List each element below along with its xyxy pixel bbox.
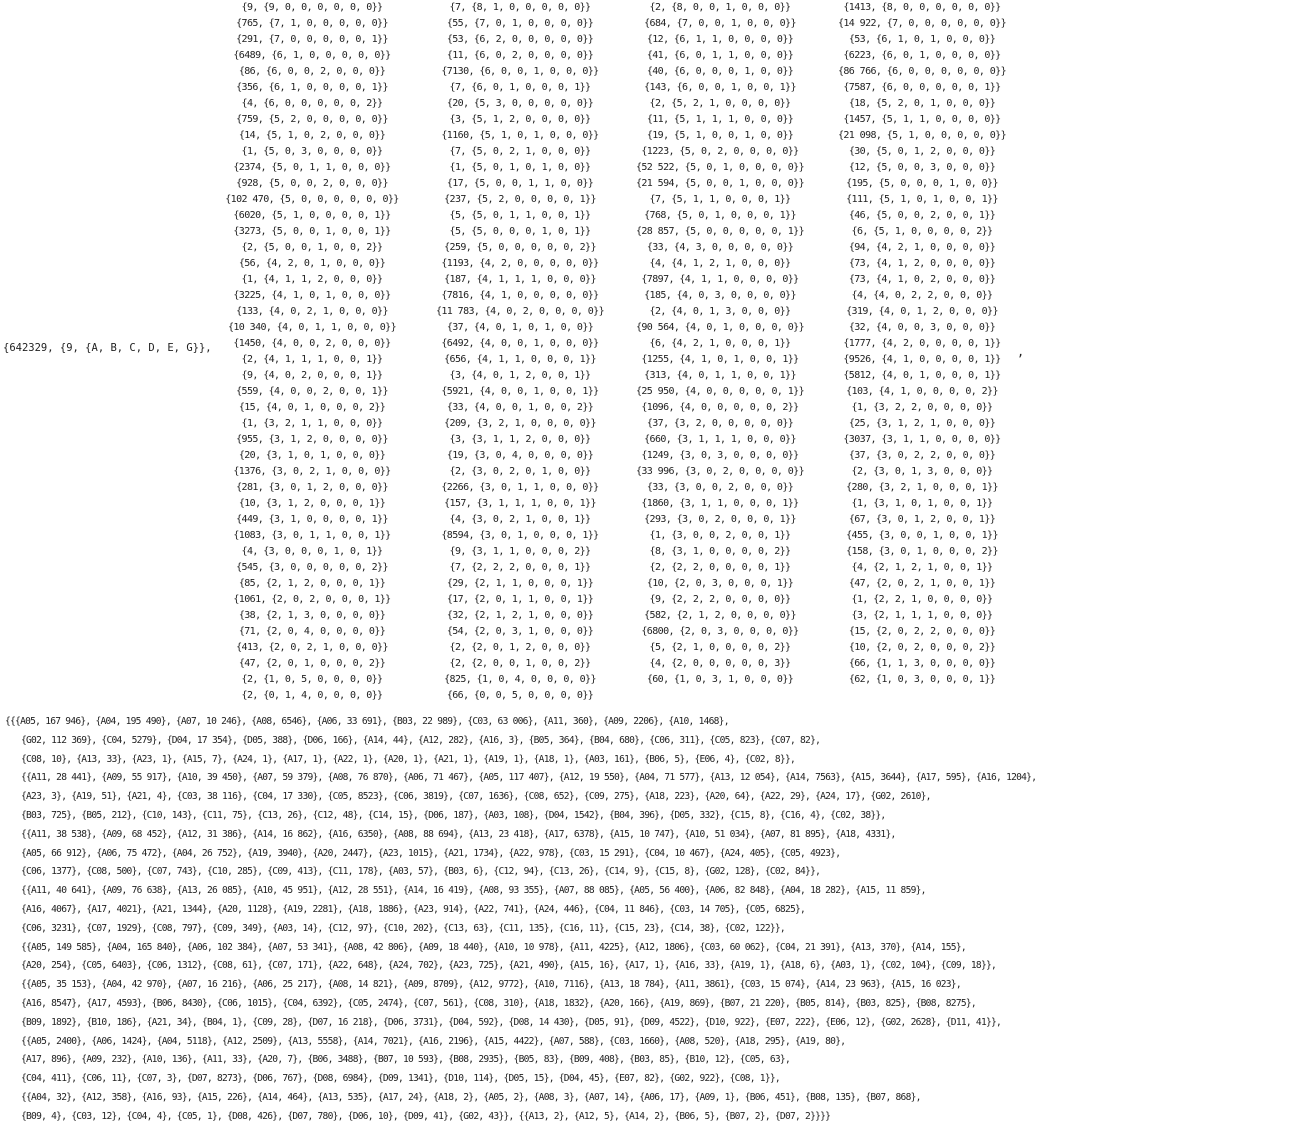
output-entry: {413, {2, 0, 2, 1, 0, 0, 0}} [236,642,388,653]
output-entry: {6223, {6, 0, 1, 0, 0, 0, 0}} [843,50,1001,61]
output-entry: {1, {3, 2, 1, 1, 0, 0, 0}} [241,418,383,429]
output-entry: {67, {3, 0, 1, 2, 0, 0, 1}} [848,514,996,525]
output-entry: {7, {5, 1, 1, 0, 0, 0, 1}} [649,194,791,205]
output-entry: {10, {2, 0, 2, 0, 0, 0, 2}} [848,642,996,653]
output-column-3 [620,0,820,688]
output-list-line: {A20, 254}, {C05, 6403}, {C06, 1312}, {C08, 61}, {C07, 171}, {A22, 648}, {A24, 702}, {A23, 725}, {A21, 490}, {A15, 16}, {A17, 1}, {A16, 33}, {A19, 1}, {A18, 6}, {A03, 1}, {C02, 104}, {C09, 18}}, [21,960,997,972]
output-entry: {11, {6, 0, 2, 0, 0, 0, 0}} [446,50,594,61]
output-entry: {52 522, {5, 0, 1, 0, 0, 0, 0}} [635,162,805,173]
output-list-line: {A17, 896}, {A09, 232}, {A10, 136}, {A11, 33}, {A20, 7}, {B06, 3488}, {B07, 10 593}, {B08, 2935}, {B05, 83}, {B09, 408}, {B03, 85}, {B10, 12}, {C05, 63}, [21,1054,790,1066]
output-entry: {3225, {4, 1, 0, 1, 0, 0, 0}} [233,290,391,301]
output-list-line: {A16, 8547}, {A17, 4593}, {B06, 8430}, {C06, 1015}, {C04, 6392}, {C05, 2474}, {C07, 561}, {C08, 310}, {A18, 1832}, {A20, 166}, {A19, 869}, {B07, 21 220}, {B05, 814}, {B03, 825}, {B08, 8275}, [21,997,976,1009]
output-entry: {10, {2, 0, 3, 0, 0, 0, 1}} [646,578,794,589]
output-entry: {19, {5, 1, 0, 0, 1, 0, 0}} [646,130,794,141]
output-entry: {15, {4, 0, 1, 0, 0, 0, 2}} [238,402,386,413]
output-entry: {1457, {5, 1, 1, 0, 0, 0, 0}} [843,114,1001,125]
output-entry: {33, {3, 0, 0, 2, 0, 0, 0}} [646,482,794,493]
output-entry: {259, {5, 0, 0, 0, 0, 0, 2}} [444,242,596,253]
output-entry: {1, {3, 0, 0, 2, 0, 0, 1}} [649,530,791,541]
output-entry: {6489, {6, 1, 0, 0, 0, 0, 0}} [233,50,391,61]
output-entry: {55, {7, 0, 1, 0, 0, 0, 0}} [446,18,594,29]
output-entry: {17, {5, 0, 0, 1, 1, 0, 0}} [446,178,594,189]
output-entry: {281, {3, 0, 1, 2, 0, 0, 0}} [236,482,388,493]
output-entry: {1, {5, 0, 3, 0, 0, 0, 0}} [241,146,383,157]
output-entry: {46, {5, 0, 0, 2, 0, 0, 1}} [848,210,996,221]
output-entry: {103, {4, 1, 0, 0, 0, 0, 2}} [846,386,998,397]
output-entry: {293, {3, 0, 2, 0, 0, 0, 1}} [644,514,796,525]
output-entry: {6492, {4, 0, 0, 1, 0, 0, 0}} [441,338,599,349]
output-list-line: {A23, 3}, {A19, 51}, {A21, 4}, {C03, 38 116}, {C04, 17 330}, {C05, 8523}, {C06, 3819}, {C07, 1636}, {C08, 652}, {C09, 275}, {A18, 223}, {A20, 64}, {A22, 29}, {A24, 17}, {G02, 2610}, [21,791,931,803]
output-entry: {2, {5, 2, 1, 0, 0, 0, 0}} [649,98,791,109]
output-entry: {102 470, {5, 0, 0, 0, 0, 0, 0}} [225,194,399,205]
output-entry: {559, {4, 0, 0, 2, 0, 0, 1}} [236,386,388,397]
output-entry: {20, {3, 1, 0, 1, 0, 0, 0}} [238,450,386,461]
output-entry: {1376, {3, 0, 2, 1, 0, 0, 0}} [233,466,391,477]
output-entry: {3, {5, 1, 2, 0, 0, 0, 0}} [449,114,591,125]
output-entry: {157, {3, 1, 1, 1, 0, 0, 1}} [444,498,596,509]
output-entry: {25, {3, 1, 2, 1, 0, 0, 0}} [848,418,996,429]
output-column-1 [212,0,412,704]
output-entry: {9, {2, 2, 2, 0, 0, 0, 0}} [649,594,791,605]
output-column-4 [822,0,1025,688]
output-entry: {12, {5, 0, 0, 3, 0, 0, 0}} [848,162,996,173]
output-entry: {1, {3, 1, 0, 1, 0, 0, 1}} [851,498,993,509]
output-entry: {684, {7, 0, 0, 1, 0, 0, 0}} [644,18,796,29]
output-list-block [5,713,1295,1127]
output-list-line: {{A11, 38 538}, {A09, 68 452}, {A12, 31 386}, {A14, 16 862}, {A16, 6350}, {A08, 88 694}, {A13, 23 418}, {A17, 6378}, {A15, 10 747}, {A10, 51 034}, {A07, 81 895}, {A18, 4331}, [21,828,896,840]
output-list-line: {G02, 112 369}, {C04, 5279}, {D04, 17 354}, {D05, 388}, {D06, 166}, {A14, 44}, {A12, 282}, {A16, 3}, {B05, 364}, {B04, 680}, {C06, 311}, {C05, 823}, {C07, 82}, [21,734,821,746]
output-entry: {66, {1, 1, 3, 0, 0, 0, 0}} [848,658,996,669]
output-entry: {111, {5, 1, 0, 1, 0, 0, 1}} [846,194,998,205]
output-entry: {2, {3, 0, 2, 0, 1, 0, 0}} [449,466,591,477]
output-entry: {94, {4, 2, 1, 0, 0, 0, 0}} [848,242,996,253]
output-entry: {56, {4, 2, 0, 1, 0, 0, 0}} [238,258,386,269]
output-list-line: {{A05, 149 585}, {A04, 165 840}, {A06, 102 384}, {A07, 53 341}, {A08, 42 806}, {A09, 18 440}, {A10, 10 978}, {A11, 4225}, {A12, 1806}, {C03, 60 062}, {C04, 21 391}, {A13, 370}, {A14, 155}, [21,941,966,953]
output-separator: , [1017,345,1025,359]
output-list-line: {B09, 1892}, {B10, 186}, {A21, 34}, {B04, 1}, {C09, 28}, {D07, 16 218}, {D06, 3731}, {D04, 592}, {D08, 14 430}, {D05, 91}, {D09, 4522}, {D10, 922}, {E07, 222}, {E06, 12}, {G02, 2628}, {D11, 41}}, [21,1016,1002,1028]
output-entry: {14 922, {7, 0, 0, 0, 0, 0, 0}} [837,18,1007,29]
output-entry: {18, {5, 2, 0, 1, 0, 0, 0}} [848,98,996,109]
output-entry: {209, {3, 2, 1, 0, 0, 0, 0}} [444,418,596,429]
output-entry: {73, {4, 1, 0, 2, 0, 0, 0}} [848,274,996,285]
output-list-line: {B03, 725}, {B05, 212}, {C10, 143}, {C11, 75}, {C13, 26}, {C12, 48}, {C14, 15}, {D06, 187}, {A03, 108}, {D04, 1542}, {B04, 396}, {D05, 332}, {C15, 8}, {C16, 4}, {C02, 38}}, [21,809,886,821]
output-entry: {28 857, {5, 0, 0, 0, 0, 0, 1}} [635,226,805,237]
output-entry: {6800, {2, 0, 3, 0, 0, 0, 0}} [641,626,799,637]
output-entry: {825, {1, 0, 4, 0, 0, 0, 0}} [444,674,596,685]
output-entry: {40, {6, 0, 0, 0, 1, 0, 0}} [646,66,794,77]
output-entry: {7, {2, 2, 2, 0, 0, 0, 1}} [449,562,591,573]
output-entry: {90 564, {4, 0, 1, 0, 0, 0, 0}} [635,322,805,333]
output-entry: {71, {2, 0, 4, 0, 0, 0, 0}} [238,626,386,637]
output-entry: {32, {2, 1, 2, 1, 0, 0, 0}} [446,610,594,621]
output-entry: {133, {4, 0, 2, 1, 0, 0, 0}} [236,306,388,317]
output-entry: {33 996, {3, 0, 2, 0, 0, 0, 0}} [635,466,805,477]
output-entry: {2, {2, 2, 0, 0, 0, 0, 1}} [649,562,791,573]
output-entry: {2, {3, 0, 1, 3, 0, 0, 0}} [851,466,993,477]
output-entry: {2, {5, 0, 0, 1, 0, 0, 2}} [241,242,383,253]
output-entry: {2266, {3, 0, 1, 1, 0, 0, 0}} [441,482,599,493]
output-entry: {8, {3, 1, 0, 0, 0, 0, 2}} [649,546,791,557]
output-entry: {7, {5, 0, 2, 1, 0, 0, 0}} [449,146,591,157]
output-entry: {2374, {5, 0, 1, 1, 0, 0, 0}} [233,162,391,173]
output-entry: {1413, {8, 0, 0, 0, 0, 0, 0}} [843,2,1001,13]
output-entry: {1, {2, 2, 1, 0, 0, 0, 0}} [851,594,993,605]
output-entry: {1223, {5, 0, 2, 0, 0, 0, 0}} [641,146,799,157]
output-entry: {3, {2, 1, 1, 1, 0, 0, 0}} [851,610,993,621]
output-entry: {313, {4, 0, 1, 1, 0, 0, 1}} [644,370,796,381]
output-entry: {195, {5, 0, 0, 0, 1, 0, 0}} [846,178,998,189]
output-entry: {66, {0, 0, 5, 0, 0, 0, 0}} [446,690,594,701]
output-entry: {62, {1, 0, 3, 0, 0, 0, 1}} [848,674,996,685]
output-entry: {7816, {4, 1, 0, 0, 0, 0, 0}} [441,290,599,301]
output-list-line: {B09, 4}, {C03, 12}, {C04, 4}, {C05, 1}, {D08, 426}, {D07, 780}, {D06, 10}, {D09, 41}, {G02, 43}}, {{A13, 2}, {A12, 5}, {A14, 2}, {B06, 5}, {B07, 2}, {D07, 2}}}} [21,1110,831,1122]
output-list-line: {{A04, 32}, {A12, 358}, {A16, 93}, {A15, 226}, {A14, 464}, {A13, 535}, {A17, 24}, {A18, 2}, {A05, 2}, {A08, 3}, {A07, 14}, {A06, 17}, {A09, 1}, {B06, 451}, {B08, 135}, {B07, 868}, [21,1091,921,1103]
output-entry: {73, {4, 1, 2, 0, 0, 0, 0}} [848,258,996,269]
output-entry: {2, {1, 0, 5, 0, 0, 0, 0}} [241,674,383,685]
output-entry: {765, {7, 1, 0, 0, 0, 0, 0}} [236,18,388,29]
output-entry: {37, {4, 0, 1, 0, 1, 0, 0}} [446,322,594,333]
output-entry: {4, {2, 1, 2, 1, 0, 0, 1}} [851,562,993,573]
output-entry: {2, {2, 0, 1, 2, 0, 0, 0}} [449,642,591,653]
output-entry: {143, {6, 0, 0, 1, 0, 0, 1}} [644,82,796,93]
output-entry: {1083, {3, 0, 1, 1, 0, 0, 1}} [233,530,391,541]
output-entry: {1096, {4, 0, 0, 0, 0, 0, 2}} [641,402,799,413]
output-entry: {37, {3, 0, 2, 2, 0, 0, 0}} [848,450,996,461]
output-entry: {86 766, {6, 0, 0, 0, 0, 0, 0}} [837,66,1007,77]
output-entry: {41, {6, 0, 1, 1, 0, 0, 0}} [646,50,794,61]
output-entry: {1255, {4, 1, 0, 1, 0, 0, 1}} [641,354,799,365]
output-entry: {1160, {5, 1, 0, 1, 0, 0, 0}} [441,130,599,141]
output-list-line: {{A05, 35 153}, {A04, 42 970}, {A07, 16 216}, {A06, 25 217}, {A08, 14 821}, {A09, 8709}, {A12, 9772}, {A10, 7116}, {A13, 18 784}, {A11, 3861}, {C03, 15 074}, {A14, 23 963}, {A15, 16 023}, [21,979,961,991]
output-entry: {32, {4, 0, 0, 3, 0, 0, 0}} [848,322,996,333]
output-entry: {656, {4, 1, 1, 0, 0, 0, 1}} [444,354,596,365]
output-entry: {660, {3, 1, 1, 1, 0, 0, 0}} [644,434,796,445]
output-entry: {3, {3, 1, 1, 2, 0, 0, 0}} [449,434,591,445]
output-entry: {1860, {3, 1, 1, 0, 0, 0, 1}} [641,498,799,509]
output-list-line: {{A11, 28 441}, {A09, 55 917}, {A10, 39 450}, {A07, 59 379}, {A08, 76 870}, {A06, 71 467}, {A05, 117 407}, {A12, 19 550}, {A04, 71 577}, {A13, 12 054}, {A14, 7563}, {A15, 3644}, {A17, 595}, {A16, 1204}, [21,772,1037,784]
output-entry: {9, {3, 1, 1, 0, 0, 0, 2}} [449,546,591,557]
output-entry: {14, {5, 1, 0, 2, 0, 0, 0}} [238,130,386,141]
output-entry: {158, {3, 0, 1, 0, 0, 0, 2}} [846,546,998,557]
output-list-line: {{{A05, 167 946}, {A04, 195 490}, {A07, 10 246}, {A08, 6546}, {A06, 33 691}, {B03, 22 989}, {C03, 63 006}, {A11, 360}, {A09, 2206}, {A10, 1468}, [5,716,729,727]
output-entry: {86, {6, 0, 0, 2, 0, 0, 0}} [238,66,386,77]
output-entry: {2, {2, 0, 0, 1, 0, 0, 2}} [449,658,591,669]
output-entry: {21 594, {5, 0, 0, 1, 0, 0, 0}} [635,178,805,189]
output-list-line: {C06, 1377}, {C08, 500}, {C07, 743}, {C10, 285}, {C09, 413}, {C11, 178}, {A03, 57}, {B03, 6}, {C12, 94}, {C13, 26}, {C14, 9}, {C15, 8}, {G02, 128}, {C02, 84}}, [21,866,821,878]
output-entry: {4, {3, 0, 0, 0, 1, 0, 1}} [241,546,383,557]
output-entry: {60, {1, 0, 3, 1, 0, 0, 0}} [646,674,794,685]
output-entry: {19, {3, 0, 4, 0, 0, 0, 0}} [446,450,594,461]
output-list-line: {A16, 4067}, {A17, 4021}, {A21, 1344}, {A20, 1128}, {A19, 2281}, {A18, 1886}, {A23, 914}, {A22, 741}, {A24, 446}, {C04, 11 846}, {C03, 14 705}, {C05, 6825}, [21,903,806,915]
output-entry: {1777, {4, 2, 0, 0, 0, 0, 1}} [843,338,1001,349]
output-entry: {6020, {5, 1, 0, 0, 0, 0, 1}} [233,210,391,221]
output-entry: {85, {2, 1, 2, 0, 0, 0, 1}} [238,578,386,589]
output-entry: {9, {9, 0, 0, 0, 0, 0, 0}} [241,2,383,13]
output-entry: {9, {4, 0, 2, 0, 0, 0, 1}} [241,370,383,381]
output-entry: {38, {2, 1, 3, 0, 0, 0, 0}} [238,610,386,621]
output-entry: {356, {6, 1, 0, 0, 0, 0, 1}} [236,82,388,93]
output-entry: {1193, {4, 2, 0, 0, 0, 0, 0}} [441,258,599,269]
output-entry: {6, {5, 1, 0, 0, 0, 0, 2}} [851,226,993,237]
output-entry: {455, {3, 0, 0, 1, 0, 0, 1}} [846,530,998,541]
output-entry: {8594, {3, 0, 1, 0, 0, 0, 1}} [441,530,599,541]
output-entry: {955, {3, 1, 2, 0, 0, 0, 0}} [236,434,388,445]
output-entry: {4, {2, 0, 0, 0, 0, 0, 3}} [649,658,791,669]
output-list-line: {{A05, 2400}, {A06, 1424}, {A04, 5118}, {A12, 2509}, {A13, 5558}, {A14, 7021}, {A16, 2196}, {A15, 4422}, {A07, 588}, {C03, 1660}, {A08, 520}, {A18, 295}, {A19, 80}, [21,1035,846,1047]
output-entry: {47, {2, 0, 1, 0, 0, 0, 2}} [238,658,386,669]
output-list-line: {{A11, 40 641}, {A09, 76 638}, {A13, 26 085}, {A10, 45 951}, {A12, 28 551}, {A14, 16 419}, {A08, 93 355}, {A07, 88 085}, {A05, 56 400}, {A06, 82 848}, {A04, 18 282}, {A15, 11 859}, [21,885,926,897]
output-entry: {3, {4, 0, 1, 2, 0, 0, 1}} [449,370,591,381]
output-entry: {54, {2, 0, 3, 1, 0, 0, 0}} [446,626,594,637]
output-entry: {30, {5, 0, 1, 2, 0, 0, 0}} [848,146,996,157]
output-entry: {449, {3, 1, 0, 0, 0, 0, 1}} [236,514,388,525]
output-entry: {759, {5, 2, 0, 0, 0, 0, 0}} [236,114,388,125]
output-entry: {1, {5, 0, 1, 0, 1, 0, 0}} [449,162,591,173]
output-entry: {11 783, {4, 0, 2, 0, 0, 0, 0}} [435,306,605,317]
output-lead-text: {642329, {9, {A, B, C, D, E, G}}, [3,342,212,354]
output-entry: {10 340, {4, 0, 1, 1, 0, 0, 0}} [227,322,397,333]
output-entry: {4, {4, 1, 2, 1, 0, 0, 0}} [649,258,791,269]
output-entry: {2, {4, 0, 1, 3, 0, 0, 0}} [649,306,791,317]
output-entry: {21 098, {5, 1, 0, 0, 0, 0, 0}} [837,130,1007,141]
output-entry: {2, {0, 1, 4, 0, 0, 0, 0}} [241,690,383,701]
output-list-line: {C06, 3231}, {C07, 1929}, {C08, 797}, {C09, 349}, {A03, 14}, {C12, 97}, {C10, 202}, {C13, 63}, {C11, 135}, {C16, 11}, {C15, 23}, {C14, 38}, {C02, 122}}, [21,922,785,934]
output-entry: {5, {5, 0, 1, 1, 0, 0, 1}} [449,210,591,221]
output-entry: {9526, {4, 1, 0, 0, 0, 0, 1}} [843,354,1001,365]
output-entry: {7587, {6, 0, 0, 0, 0, 0, 1}} [843,82,1001,93]
output-entry: {33, {4, 3, 0, 0, 0, 0, 0}} [646,242,794,253]
output-entry: {187, {4, 1, 1, 1, 0, 0, 0}} [444,274,596,285]
output-entry: {37, {3, 2, 0, 0, 0, 0, 0}} [646,418,794,429]
output-list-line: {A05, 66 912}, {A06, 75 472}, {A04, 26 752}, {A19, 3940}, {A20, 2447}, {A23, 1015}, {A21, 1734}, {A22, 978}, {C03, 15 291}, {C04, 10 467}, {A24, 405}, {C05, 4923}, [21,847,841,859]
output-entry: {4, {4, 0, 2, 2, 0, 0, 0}} [851,290,993,301]
output-entry: {5, {5, 0, 0, 0, 1, 0, 1}} [449,226,591,237]
output-entry: {1, {4, 1, 1, 2, 0, 0, 0}} [241,274,383,285]
output-entry: {545, {3, 0, 0, 0, 0, 0, 2}} [236,562,388,573]
output-entry: {3273, {5, 0, 0, 1, 0, 0, 1}} [233,226,391,237]
output-entry: {185, {4, 0, 3, 0, 0, 0, 0}} [644,290,796,301]
output-entry: {280, {3, 2, 1, 0, 0, 0, 1}} [846,482,998,493]
output-column-2 [420,0,620,704]
output-entry: {4, {3, 0, 2, 1, 0, 0, 1}} [449,514,591,525]
output-entry: {291, {7, 0, 0, 0, 0, 0, 1}} [236,34,388,45]
output-entry: {7130, {6, 0, 0, 1, 0, 0, 0}} [441,66,599,77]
output-entry: {5, {2, 1, 0, 0, 0, 0, 2}} [649,642,791,653]
output-entry: {2, {4, 1, 1, 1, 0, 0, 1}} [241,354,383,365]
output-entry: {53, {6, 2, 0, 0, 0, 0, 0}} [446,34,594,45]
output-entry: {768, {5, 0, 1, 0, 0, 0, 1}} [644,210,796,221]
output-entry: {53, {6, 1, 0, 1, 0, 0, 0}} [848,34,996,45]
output-entry: {319, {4, 0, 1, 2, 0, 0, 0}} [846,306,998,317]
output-entry: {20, {5, 3, 0, 0, 0, 0, 0}} [446,98,594,109]
output-list-line: {C04, 411}, {C06, 11}, {C07, 3}, {D07, 8273}, {D06, 767}, {D08, 6984}, {D09, 1341}, {D10, 114}, {D05, 15}, {D04, 45}, {E07, 82}, {G02, 922}, {C08, 1}}, [21,1073,780,1085]
output-entry: {582, {2, 1, 2, 0, 0, 0, 0}} [644,610,796,621]
output-entry: {12, {6, 1, 1, 0, 0, 0, 0}} [646,34,794,45]
output-entry: {11, {5, 1, 1, 1, 0, 0, 0}} [646,114,794,125]
output-entry: {7, {8, 1, 0, 0, 0, 0, 0}} [449,2,591,13]
output-entry: {3037, {3, 1, 1, 0, 0, 0, 0}} [843,434,1001,445]
output-entry: {17, {2, 0, 1, 1, 0, 0, 1}} [446,594,594,605]
output-entry: {7897, {4, 1, 1, 0, 0, 0, 0}} [641,274,799,285]
output-entry: {1061, {2, 0, 2, 0, 0, 0, 1}} [233,594,391,605]
output-entry: {15, {2, 0, 2, 2, 0, 0, 0}} [848,626,996,637]
output-entry: {5812, {4, 0, 1, 0, 0, 0, 1}} [843,370,1001,381]
output-entry: {237, {5, 2, 0, 0, 0, 0, 1}} [444,194,596,205]
output-list-line: {C08, 10}, {A13, 33}, {A23, 1}, {A15, 7}, {A24, 1}, {A17, 1}, {A22, 1}, {A20, 1}, {A21, 1}, {A19, 1}, {A18, 1}, {A03, 161}, {B06, 5}, {E06, 4}, {C02, 8}}, [21,753,795,765]
output-entry: {33, {4, 0, 0, 1, 0, 0, 2}} [446,402,594,413]
output-entry: {1249, {3, 0, 3, 0, 0, 0, 0}} [641,450,799,461]
output-entry: {1450, {4, 0, 0, 2, 0, 0, 0}} [233,338,391,349]
output-entry: {4, {6, 0, 0, 0, 0, 0, 2}} [241,98,383,109]
output-entry: {5921, {4, 0, 0, 1, 0, 0, 1}} [441,386,599,397]
output-entry: {29, {2, 1, 1, 0, 0, 0, 1}} [446,578,594,589]
output-entry: {2, {8, 0, 0, 1, 0, 0, 0}} [649,2,791,13]
output-entry: {7, {6, 0, 1, 0, 0, 0, 1}} [449,82,591,93]
output-entry: {1, {3, 2, 2, 0, 0, 0, 0}} [851,402,993,413]
output-entry: {25 950, {4, 0, 0, 0, 0, 0, 1}} [635,386,805,397]
output-entry: {928, {5, 0, 0, 2, 0, 0, 0}} [236,178,388,189]
output-entry: {6, {4, 2, 1, 0, 0, 0, 1}} [649,338,791,349]
output-entry: {47, {2, 0, 2, 1, 0, 0, 1}} [848,578,996,589]
output-entry: {10, {3, 1, 2, 0, 0, 0, 1}} [238,498,386,509]
